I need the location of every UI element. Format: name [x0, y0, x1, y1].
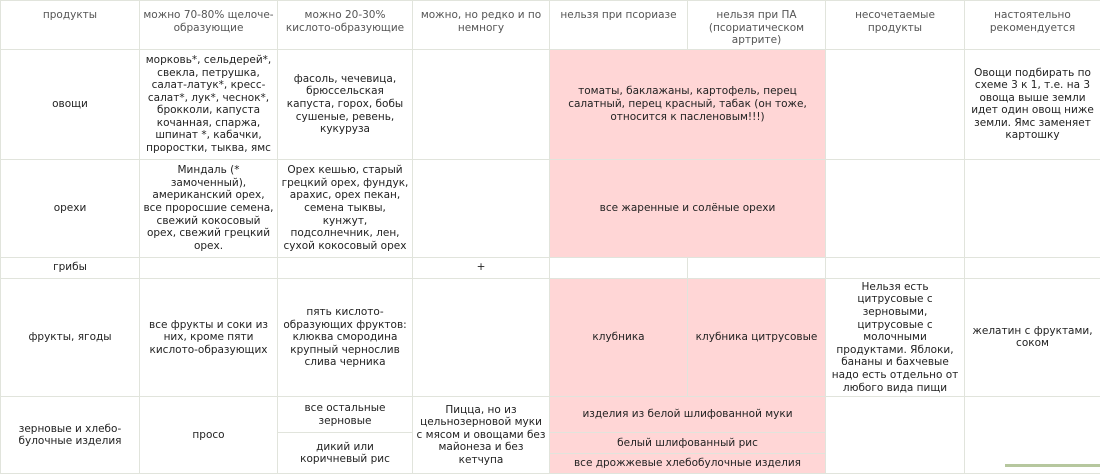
- grains-forbidden-yeast: все дрожжевые хлебобулочные изделия: [550, 454, 826, 474]
- category-mushrooms: грибы: [1, 257, 140, 278]
- fruits-forbidden-psoriasis: клубника: [550, 278, 688, 396]
- grains-forbidden-white-rice: белый шлифованный рис: [550, 433, 826, 454]
- vegetables-forbidden: томаты, баклажаны, картофель, перец салатный, перец красный, табак (он тоже, относится к пасленовым!!!): [550, 49, 826, 159]
- row-fruits: [1, 278, 1100, 396]
- fruits-forbidden-pa: клубника цитрусовые: [688, 278, 826, 396]
- grains-acidic-rice: дикий или коричневый рис: [278, 433, 413, 474]
- fruits-rarely: [413, 278, 550, 396]
- category-nuts: орехи: [1, 159, 140, 257]
- vegetables-recommended: Овощи подбирать по схеме 3 к 1, т.е. на 3 овоща выше земли идет один овощ ниже земли. Ямс заменяет картошку: [965, 49, 1100, 159]
- header-alkaline: можно 70-80% щелоче-образующие: [140, 1, 278, 50]
- grains-rarely: Пицца, но из цельнозерновой муки с мясом и овощами без майонеза и без кетчупа: [413, 397, 550, 474]
- mushrooms-alkaline: [140, 257, 278, 278]
- header-products: продукты: [1, 1, 140, 50]
- nuts-recommended: [965, 159, 1100, 257]
- nuts-incompatible: [826, 159, 965, 257]
- grains-acidic-other: все остальные зерновые: [278, 397, 413, 433]
- header-recommended: настоятельно рекомендуется: [965, 1, 1100, 50]
- bottom-accent-line: [1005, 464, 1100, 467]
- fruits-acidic: пять кислото-образующих фруктов: клюква смородина крупный чернослив слива черника: [278, 278, 413, 396]
- nuts-forbidden: все жаренные и солёные орехи: [550, 159, 826, 257]
- fruits-recommended: желатин с фруктами, соком: [965, 278, 1100, 396]
- mushrooms-rarely: +: [413, 257, 550, 278]
- vegetables-acidic: фасоль, чечевица, брюссельская капуста, горох, бобы сушеные, ревень, кукуруза: [278, 49, 413, 159]
- mushrooms-psoriasis: [550, 257, 688, 278]
- row-mushrooms: [1, 257, 1100, 278]
- nuts-acidic: Орех кешью, старый грецкий орех, фундук, арахис, орех пекан, семена тыквы, кунжут, подсолнечник, лен, сухой кокосовый орех: [278, 159, 413, 257]
- mushrooms-recommended: [965, 257, 1100, 278]
- mushrooms-incompatible: [826, 257, 965, 278]
- fruits-incompatible: Нельзя есть цитрусовые с зерновыми, цитрусовые с молочными продуктами. Яблоки, бананы и бахчевые надо есть отдельно от любого вида пищи: [826, 278, 965, 396]
- vegetables-rarely: [413, 49, 550, 159]
- category-grains: зерновые и хлебо-булочные изделия: [1, 397, 140, 474]
- nuts-rarely: [413, 159, 550, 257]
- fruits-alkaline: все фрукты и соки из них, кроме пяти кислото-образующих: [140, 278, 278, 396]
- header-rarely: можно, но редко и по немногу: [413, 1, 550, 50]
- category-fruits: фрукты, ягоды: [1, 278, 140, 396]
- header-forbidden-psoriasis: нельзя при псориазе: [550, 1, 688, 50]
- header-incompatible: несочетаемые продукты: [826, 1, 965, 50]
- header-acidic: можно 20-30% кислото-образующие: [278, 1, 413, 50]
- grains-forbidden-white-flour: изделия из белой шлифованной муки: [550, 397, 826, 433]
- category-vegetables: овощи: [1, 49, 140, 159]
- row-nuts: [1, 159, 1100, 257]
- header-row: [1, 1, 1100, 50]
- header-forbidden-pa: нельзя при ПА (псориатическом артрите): [688, 1, 826, 50]
- mushrooms-acidic: [278, 257, 413, 278]
- row-grains: [1, 397, 1100, 433]
- grains-recommended: [965, 397, 1100, 474]
- grains-alkaline: просо: [140, 397, 278, 474]
- vegetables-alkaline: морковь*, сельдерей*, свекла, петрушка, салат-латук*, кресс-салат*, лук*, чеснок*, брокколи, капуста кочанная, спаржа, шпинат *, кабачки, проростки, тыква, ямс: [140, 49, 278, 159]
- nuts-alkaline: Миндаль (* замоченный), американский орех, все проросшие семена, свежий кокосовый орех, свежий грецкий орех.: [140, 159, 278, 257]
- vegetables-incompatible: [826, 49, 965, 159]
- grains-incompatible: [826, 397, 965, 474]
- mushrooms-pa: [688, 257, 826, 278]
- row-vegetables: [1, 49, 1100, 159]
